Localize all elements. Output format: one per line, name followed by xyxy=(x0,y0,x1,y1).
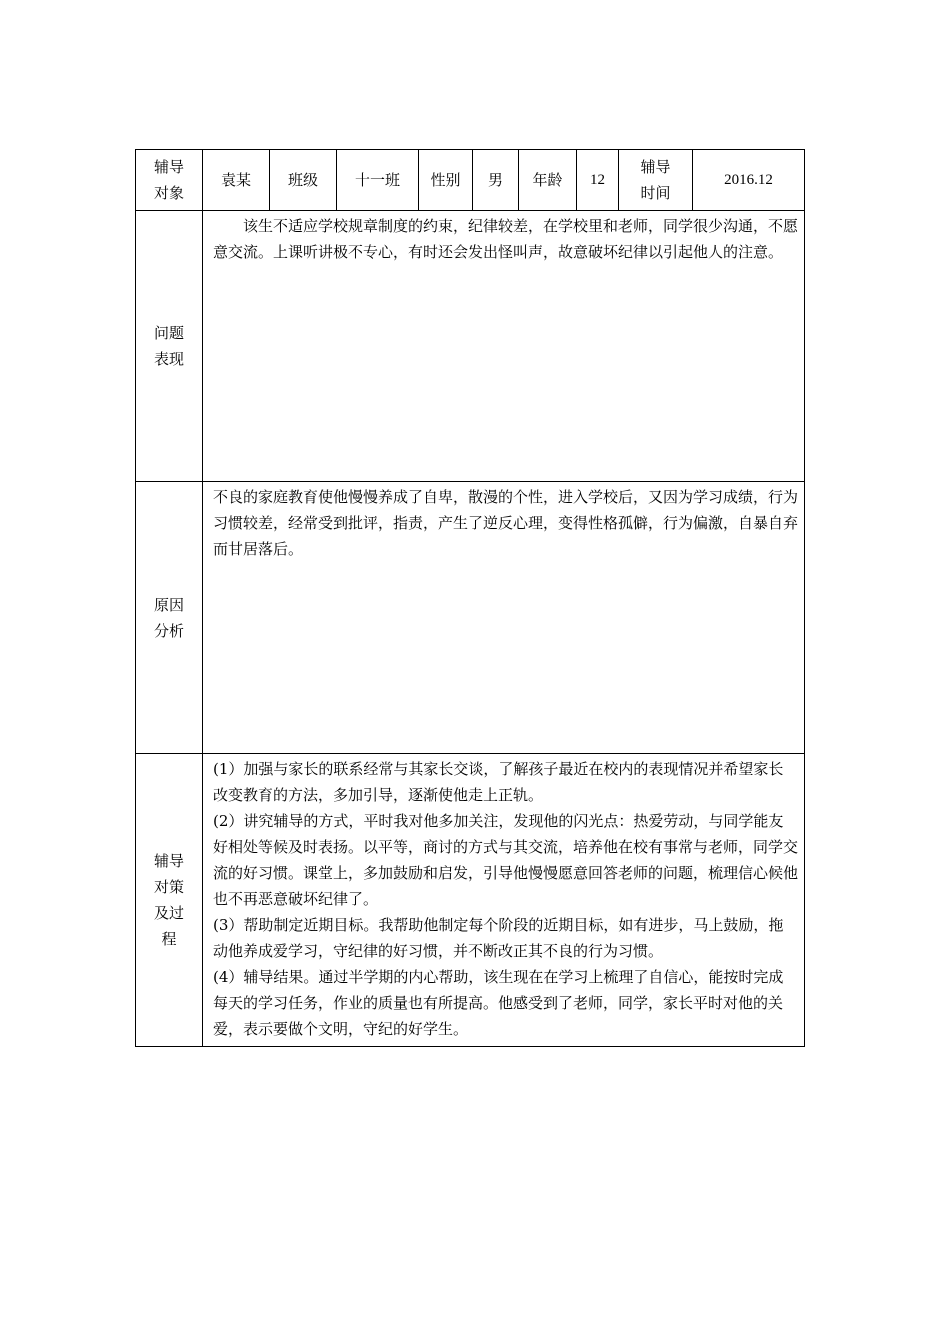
strategy-text-cell xyxy=(203,754,805,1047)
strategy-paragraph-1: (1）加强与家长的联系经常与其家长交谈，了解孩子最近在校内的表现情况并希望家长改变教育的方法，多加引导，逐渐使他走上正轨。 xyxy=(213,760,784,804)
problem-text-cell xyxy=(203,211,805,482)
gender-label: 性别 xyxy=(419,150,473,211)
strategy-paragraph-4: (4）辅导结果。通过半学期的内心帮助，该生现在在学习上梳理了自信心，能按时完成每天的学习任务，作业的质量也有所提高。他感受到了老师，同学，家长平时对他的关爱，表示要做个文明，守纪的好学生。 xyxy=(213,968,784,1038)
age-label: 年龄 xyxy=(519,150,577,211)
class-label: 班级 xyxy=(270,150,337,211)
problem-text: 该生不适应学校规章制度的约束，纪律较差，在学校里和老师，同学很少沟通，不愿意交流。上课听讲极不专心，有时还会发出怪叫声，故意破坏纪律以引起他人的注意。 xyxy=(213,217,799,261)
reason-label: 原因分析 xyxy=(136,482,203,754)
gender-value: 男 xyxy=(473,150,519,211)
strategy-label: 辅导对策及过程 xyxy=(136,754,203,1047)
header-row xyxy=(136,150,805,211)
subject-value: 袁某 xyxy=(203,150,270,211)
counseling-record-table xyxy=(135,149,805,1047)
strategy-row xyxy=(136,754,805,1047)
strategy-paragraph-2: (2）讲究辅导的方式，平时我对他多加关注，发现他的闪光点：热爱劳动，与同学能友好相处等候及时表扬。以平等，商讨的方式与其交流，培养他在校有事常与老师，同学交流的好习惯。课堂上，多加鼓励和启发，引导他慢慢愿意回答老师的问题，梳理信心候他也不再恶意破坏纪律了。 xyxy=(213,812,799,908)
subject-label: 辅导对象 xyxy=(136,150,203,211)
problem-row xyxy=(136,211,805,482)
time-label: 辅导时间 xyxy=(619,150,693,211)
reason-text: 不良的家庭教育使他慢慢养成了自卑，散漫的个性，进入学校后，又因为学习成绩，行为习惯较差，经常受到批评，指责，产生了逆反心理，变得性格孤僻，行为偏激，自暴自弃而甘居落后。 xyxy=(213,488,799,558)
age-value: 12 xyxy=(577,150,619,211)
reason-text-cell xyxy=(203,482,805,754)
reason-row xyxy=(136,482,805,754)
time-value: 2016.12 xyxy=(693,150,805,211)
strategy-paragraph-3: (3）帮助制定近期目标。我帮助他制定每个阶段的近期目标，如有进步，马上鼓励，拖动他养成爱学习，守纪律的好习惯，并不断改正其不良的行为习惯。 xyxy=(213,916,784,960)
problem-label: 问题表现 xyxy=(136,211,203,482)
class-value: 十一班 xyxy=(337,150,419,211)
